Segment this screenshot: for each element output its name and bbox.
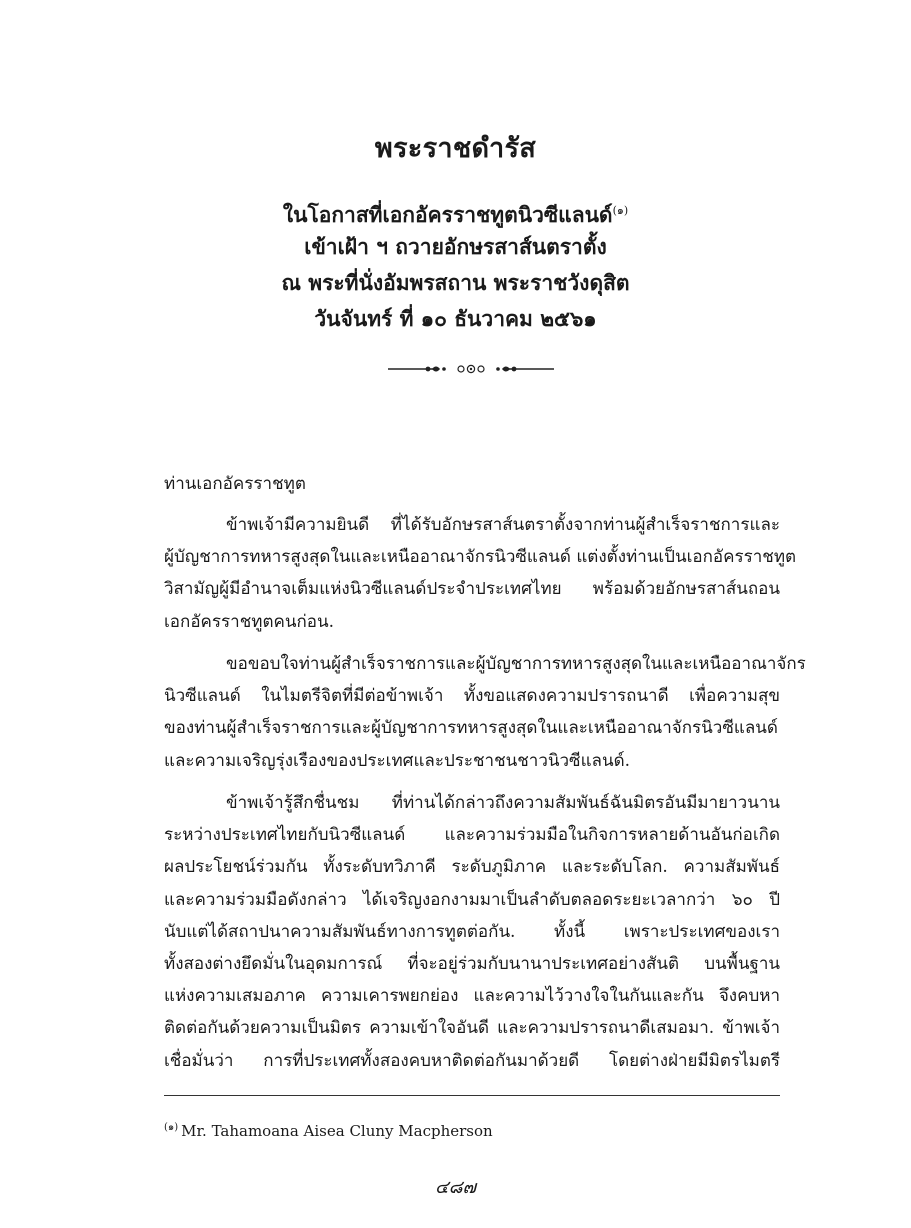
ornament-divider-icon: [386, 359, 556, 379]
footnote-marker: (๑): [164, 1122, 179, 1133]
paragraph-1: [164, 509, 797, 638]
paragraph-3: [164, 787, 780, 1077]
paragraph-line: นิวซีแลนด์ ในไมตรีจิตที่มีต่อข้าพเจ้า ทั้งขอแสดงความปรารถนาดี เพื่อความสุข: [164, 686, 780, 707]
paragraph-line: ขอขอบใจท่านผู้สำเร็จราชการและผู้บัญชาการทหารสูงสุดในและเหนืออาณาจักร: [226, 654, 806, 674]
footnote: [164, 1120, 493, 1140]
subtitle-occasion-text: ในโอกาสที่เอกอัครราชทูตนิวซีแลนด์: [282, 202, 613, 227]
paragraph-line: ระหว่างประเทศไทยกับนิวซีแลนด์ และความร่วมมือในกิจการหลายด้านอันก่อเกิด: [164, 825, 780, 846]
paragraph-line: และความร่วมมือดังกล่าว ได้เจริญงอกงามมาเป็นลำดับตลอดระยะเวลากว่า ๖๐ ปี: [164, 889, 780, 910]
paragraph-line: ของท่านผู้สำเร็จราชการและผู้บัญชาการทหารสูงสุดในและเหนืออาณาจักรนิวซีแลนด์: [164, 718, 778, 739]
page-title: พระราชดำรัส: [374, 133, 537, 164]
subtitle-date: วันจันทร์ ที่ ๑๐ ธันวาคม ๒๕๖๑: [314, 306, 597, 331]
paragraph-line: และความเจริญรุ่งเรืองของประเทศและประชาชนชาวนิวซีแลนด์.: [164, 750, 631, 771]
subtitle-event: เข้าเฝ้า ฯ ถวายอักษรสาส์นตราตั้ง: [304, 234, 607, 259]
subtitle-location: ณ พระที่นั่งอัมพรสถาน พระราชวังดุสิต: [281, 270, 630, 295]
paragraph-line: ผลประโยชน์ร่วมกัน ทั้งระดับทวิภาคี ระดับภูมิภาค และระดับโลก. ความสัมพันธ์: [164, 857, 780, 878]
paragraph-line: ผู้บัญชาการทหารสูงสุดในและเหนืออาณาจักรนิวซีแลนด์ แต่งตั้งท่านเป็นเอกอัครราชทูต: [164, 547, 797, 568]
salutation: ท่านเอกอัครราชทูต: [164, 474, 306, 494]
paragraph-line: ติดต่อกันด้วยความเป็นมิตร ความเข้าใจอันดี และความปรารถนาดีเสมอมา. ข้าพเจ้า: [164, 1018, 780, 1039]
paragraph-line: วิสามัญผู้มีอำนาจเต็มแห่งนิวซีแลนด์ประจำประเทศไทย พร้อมด้วยอักษรสาส์นถอน: [164, 579, 780, 600]
subtitle-occasion: [0, 193, 911, 233]
footnote-text: Mr. Tahamoana Aisea Cluny Macpherson: [181, 1122, 493, 1140]
paragraph-line: ข้าพเจ้ารู้สึกชื่นชม ที่ท่านได้กล่าวถึงความสัมพันธ์ฉันมิตรอันมีมายาวนาน: [226, 793, 780, 813]
paragraph-line: เชื่อมั่นว่า การที่ประเทศทั้งสองคบหาติดต่อกันมาด้วยดี โดยต่างฝ่ายมีมิตรไมตรี: [164, 1050, 780, 1071]
paragraph-line: เอกอัครราชทูตคนก่อน.: [164, 611, 335, 632]
paragraph-line: แห่งความเสมอภาค ความเคารพยกย่อง และความไว้วางใจในกันและกัน จึงคบหา: [164, 986, 780, 1007]
paragraph-2: [164, 648, 806, 777]
footnote-divider: [164, 1095, 780, 1096]
paragraph-line: ข้าพเจ้ามีความยินดี ที่ได้รับอักษรสาส์นตราตั้งจากท่านผู้สำเร็จราชการและ: [226, 515, 780, 535]
footnote-reference[interactable]: (๑): [612, 204, 629, 217]
paragraph-line: นับแต่ได้สถาปนาความสัมพันธ์ทางการทูตต่อกัน. ทั้งนี้ เพราะประเทศของเรา: [164, 921, 780, 942]
page-number: ๔๘๗: [434, 1177, 477, 1198]
paragraph-line: ทั้งสองต่างยึดมั่นในอุดมการณ์ ที่จะอยู่ร่วมกับนานาประเทศอย่างสันติ บนพื้นฐาน: [164, 954, 780, 975]
